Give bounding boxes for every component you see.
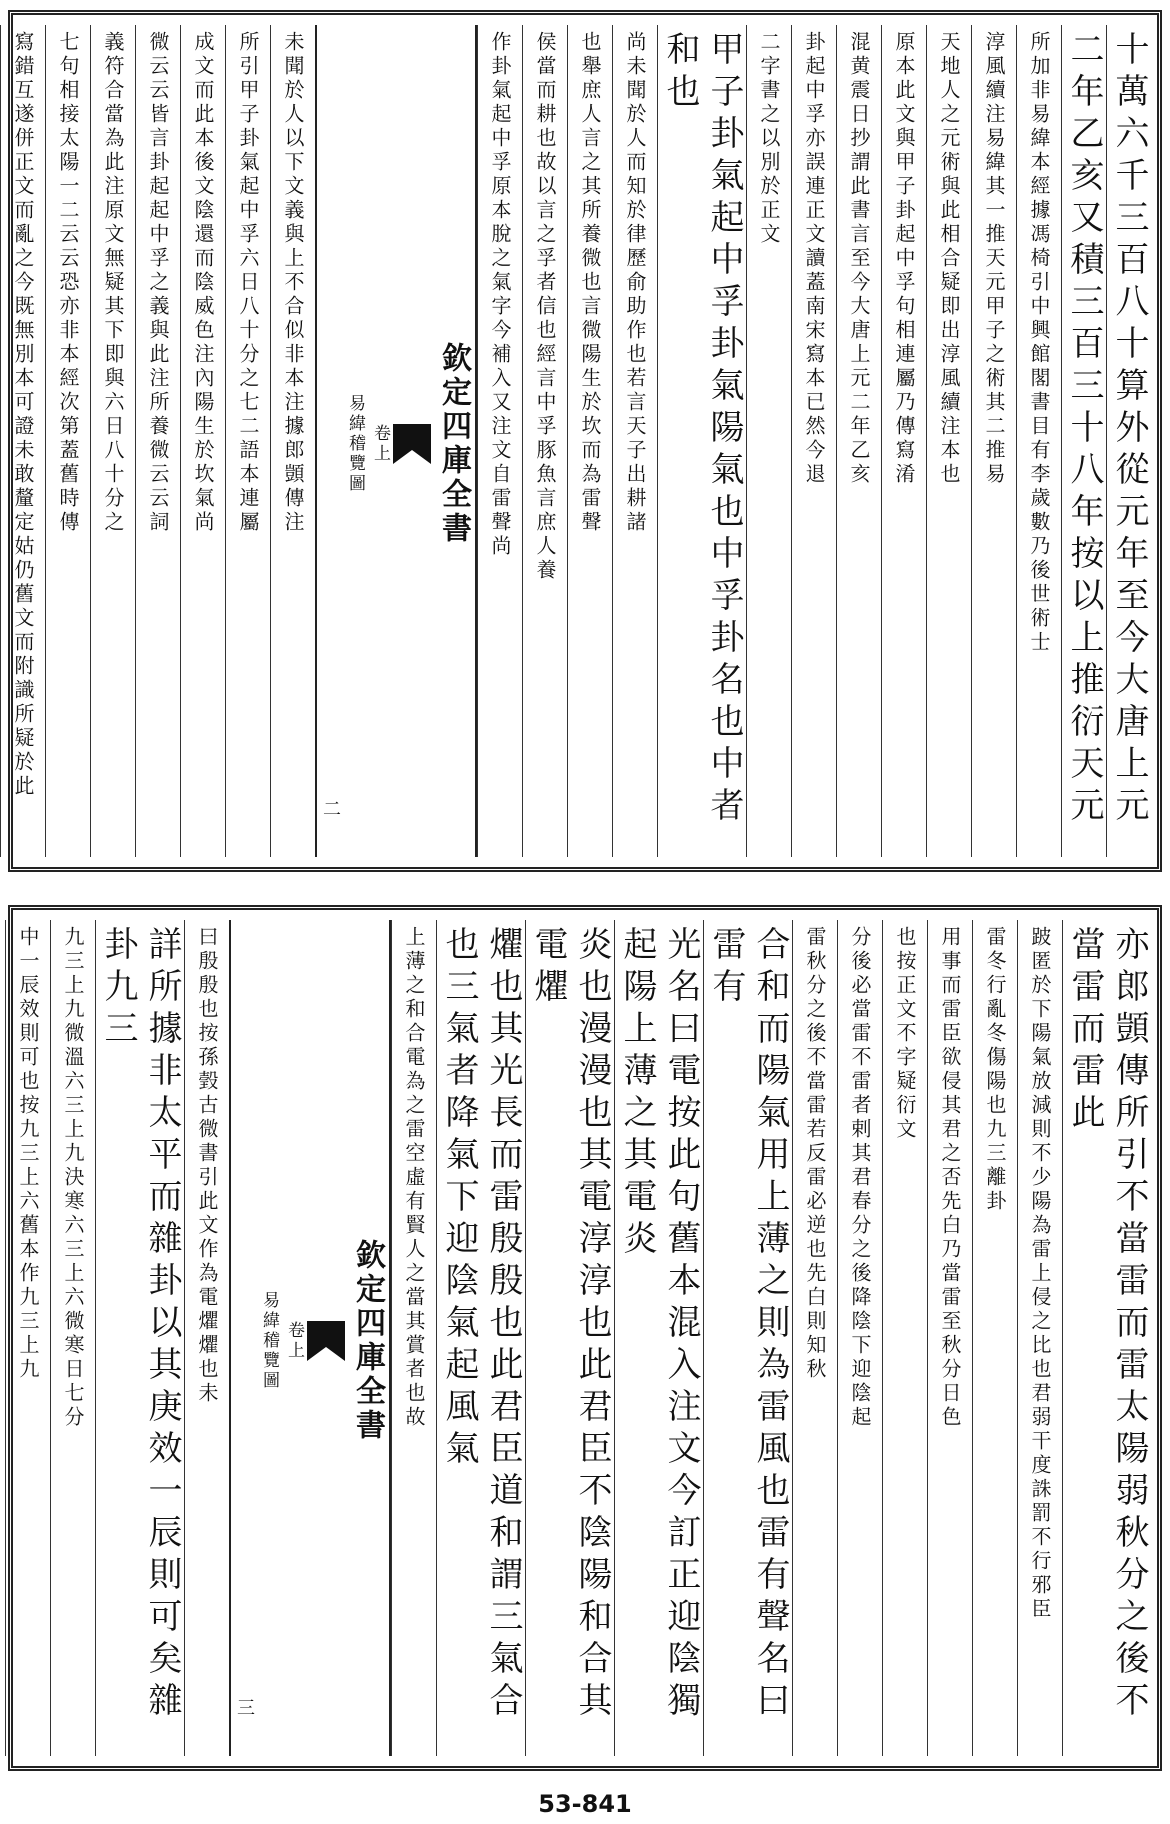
text-column: 原本此文與甲子卦起中孚句相連屬乃傳寫淆: [881, 25, 926, 857]
fish-tail-mark-icon: [393, 424, 431, 464]
text-column: 十萬六千三百八十算外從元年至今大唐上元: [1106, 25, 1151, 857]
text-column: 雷冬行亂冬傷陽也九三離卦: [972, 920, 1017, 1756]
text-column: 侯當而耕也故以言之孚者信也經言中孚豚魚言庶人養: [522, 25, 567, 857]
top-page: [8, 10, 1162, 872]
text-column: 雷秋分之後不當雷若反雷必逆也先白則知秋: [792, 920, 837, 1756]
text-column: 光名曰電按此句舊本混入注文今訂正迎陰獨起陽上薄之其電炎: [614, 920, 703, 1756]
text-column: 成文而此本後文陰還而陰威色注內陽生於坎氣尚: [180, 25, 225, 857]
text-column: 上薄之和合電為之雷空虛有賢人之當其賞者也故: [391, 920, 436, 1756]
banner-title: 欽定四庫全書: [350, 1239, 385, 1443]
text-column: 作卦氣起中孚原本脫之氣字今補入又注文自雷聲尚: [477, 25, 522, 857]
text-column: 淳風續注易緯其一推天元甲子之術其二推易: [971, 25, 1016, 857]
text-column: 未聞於人以下文義與上不合似非本注據郎顗傳注: [270, 25, 315, 857]
bottom-page: [8, 905, 1162, 1771]
text-column: 寫錯互遂併正文而亂之今既無別本可證未敢釐定姑仍舊文而附識所疑於此: [0, 25, 45, 857]
text-column: 九三上九微溫六三上九決寒六三上六微寒日七分: [50, 920, 95, 1756]
banner-book-title: 易緯稽覽圖: [345, 394, 365, 494]
text-column: 尚未聞於人而知於律歷俞助作也若言天子出耕諸: [612, 25, 657, 857]
banner-volume: 卷上: [370, 424, 390, 464]
banner-page-number: 三: [234, 1698, 255, 1716]
banner-page-number: 二: [320, 799, 341, 817]
bottom-page-columns: [16, 920, 1151, 1756]
text-column: 中一辰效則可也按九三上六舊本作九三上九: [5, 920, 50, 1756]
banner-title: 欽定四庫全書: [436, 342, 471, 546]
banner-volume: 卷上: [284, 1321, 304, 1361]
banner-book-title: 易緯稽覽圖: [259, 1291, 279, 1391]
text-column: 甲子卦氣起中孚卦氣陽氣也中孚卦名也中者和也: [657, 25, 746, 857]
top-page-columns: [11, 25, 1151, 857]
text-column: 所引甲子卦氣起中孚六日八十分之七二語本連屬: [225, 25, 270, 857]
center-banner: [315, 25, 477, 857]
text-column: 分後必當雷不雷者剌其君春分之後降陰下迎陰起: [837, 920, 882, 1756]
center-banner: [229, 920, 391, 1756]
text-column: 炎也漫漫也其電淳淳也此君臣不陰陽和合其電爠: [525, 920, 614, 1756]
text-column: 天地人之元術與此相合疑即出淳風續注本也: [926, 25, 971, 857]
text-column: 曰殷殷也按孫瑴古微書引此文作為電爠爠也未: [184, 920, 229, 1756]
text-column: 亦郎顗傳所引不當雷而雷太陽弱秋分之後不當雷而雷此: [1062, 920, 1151, 1756]
text-column: 所加非易緯本經據馮椅引中興館閣書目有李歲數乃後世術士: [1016, 25, 1061, 857]
text-column: 合和而陽氣用上薄之則為雷風也雷有聲名曰雷有: [703, 920, 792, 1756]
text-column: 也舉庶人言之其所養微也言微陽生於坎而為雷聲: [567, 25, 612, 857]
text-column: 用事而雷臣欲侵其君之否先白乃當雷至秋分日色: [927, 920, 972, 1756]
text-column: 也按正文不字疑衍文: [882, 920, 927, 1756]
text-column: 卦起中孚亦誤連正文讀蓋南宋寫本已然今退: [791, 25, 836, 857]
text-column: 跛匿於下陽氣放減則不少陽為雷上侵之比也君弱干度誅罰不行邪臣: [1017, 920, 1062, 1756]
text-column: 二字書之以別於正文: [746, 25, 791, 857]
text-column: 爠也其光長而雷殷殷也此君臣道和謂三氣合也三氣者降氣下迎陰氣起風氣: [436, 920, 525, 1756]
text-column: 微云云皆言卦起起中孚之義與此注所養微云云詞: [135, 25, 180, 857]
text-column: 義符合當為此注原文無疑其下即與六日八十分之: [90, 25, 135, 857]
folio-number: 53-841: [538, 1790, 632, 1818]
text-column: 二年乙亥又積三百三十八年按以上推衍天元: [1061, 25, 1106, 857]
text-column: 混黄震日抄謂此書言至今大唐上元二年乙亥: [836, 25, 881, 857]
text-column: 七句相接太陽一二云云恐亦非本經次第蓋舊時傳: [45, 25, 90, 857]
fish-tail-mark-icon: [307, 1321, 345, 1361]
text-column: 詳所據非太平而雜卦以其庚效一辰則可矣雜卦九三: [95, 920, 184, 1756]
